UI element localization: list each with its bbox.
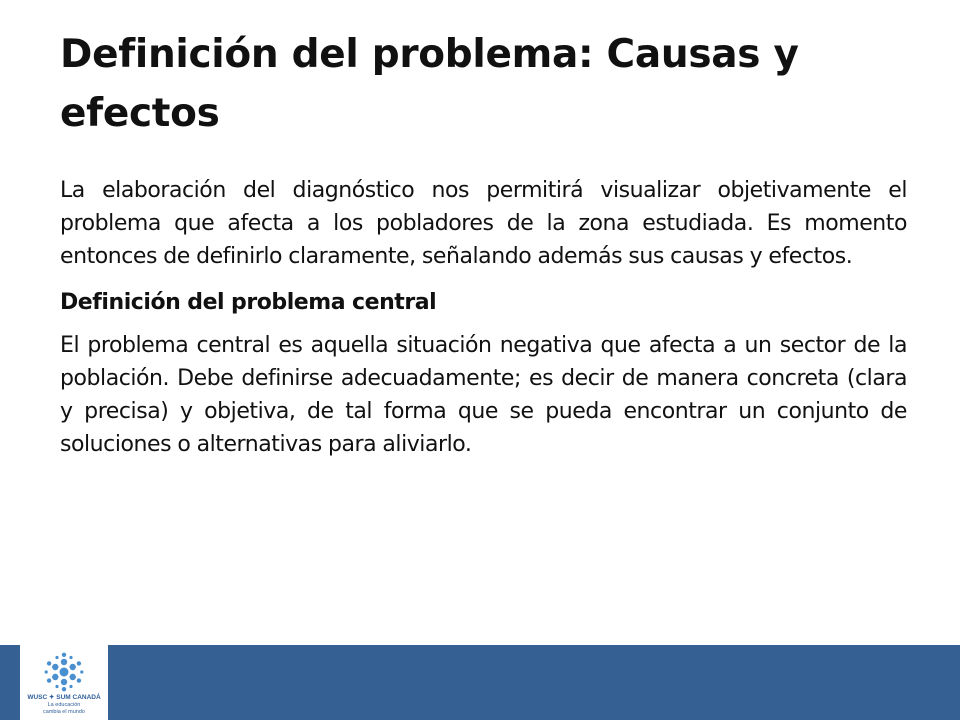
organization-logo: [20, 645, 108, 720]
definition-paragraph: El problema central es aquella situación negativa que afecta a un sector de la población. Debe definirse adecuadamente; es decir de manera concreta (clara y precisa) y objetiva, de tal forma que se pueda encontrar un conjunto de soluciones o alternativas para aliviarlo.: [60, 333, 907, 457]
slide-title: Definición del problema: Causas y efectos: [60, 32, 799, 136]
slide-body: [60, 174, 907, 474]
logo-tagline-line2: cambia el mundo: [43, 709, 85, 715]
logo-tagline: [20, 702, 108, 716]
snowflake-icon: [44, 652, 84, 692]
intro-paragraph: La elaboración del diagnóstico nos permitirá visualizar objetivamente el problema que afecta a los pobladores de la zona estudiada. Es momento entonces de definirlo claramente, señalando además sus causas y efectos.: [60, 178, 907, 269]
footer-band: [0, 645, 960, 720]
logo-wordmark: WUSC ✦ SUM CANADÁ: [27, 694, 101, 701]
section-subheading: Definición del problema central: [60, 290, 437, 315]
logo-tagline-line1: La educación: [47, 702, 81, 708]
